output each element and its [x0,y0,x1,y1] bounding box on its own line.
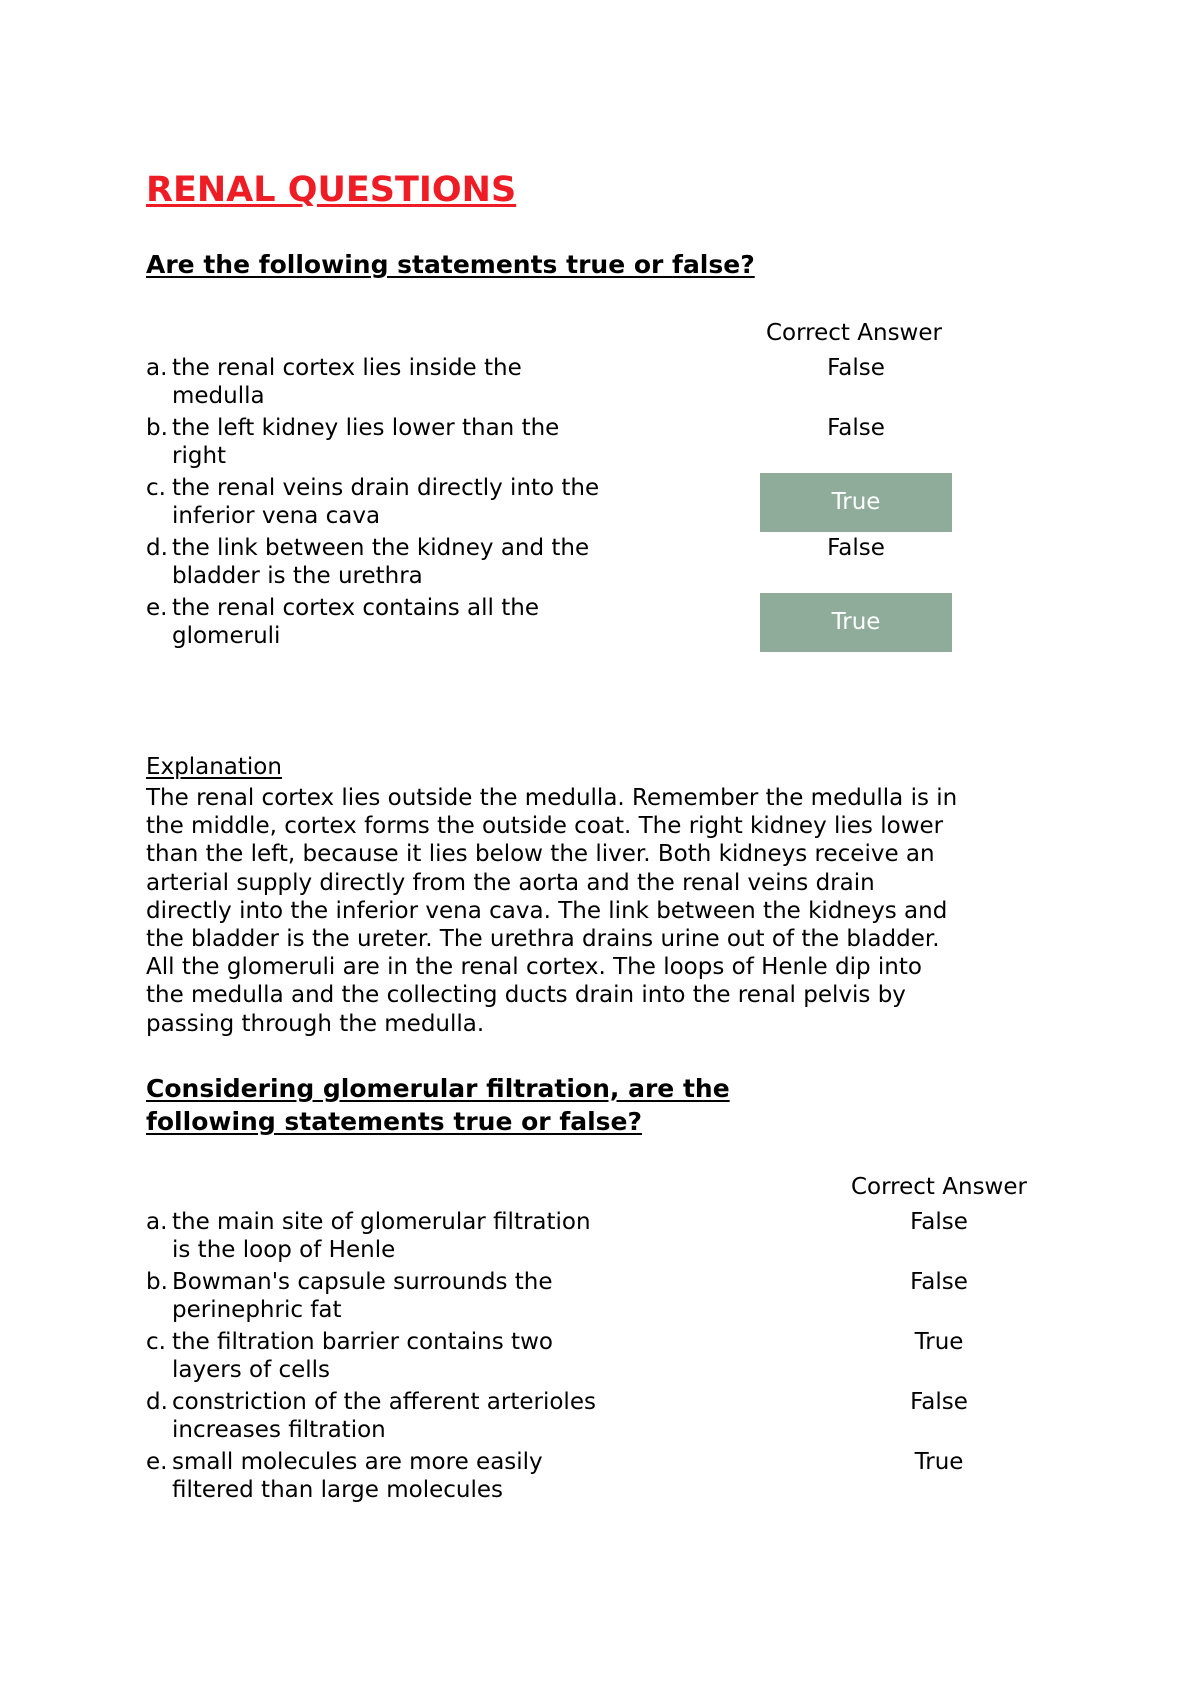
section1-question-e [146,594,1146,650]
question-letter: e. [146,1449,168,1475]
answer-value-highlighted: True [760,473,952,532]
question-text: small molecules are more easily filtered than large molecules [172,1449,543,1503]
section1-question-d [146,534,1146,590]
question-text: the renal veins drain directly into the inferior vena cava [172,475,600,529]
question-letter: c. [146,475,166,501]
section2-heading: Considering glomerular filtration, are the following statements true or false? [146,1074,730,1136]
section2-question-a [146,1208,1146,1264]
section1-question-c [146,474,1146,530]
question-letter: b. [146,415,168,441]
question-letter: d. [146,535,168,561]
answer-value: False [827,355,885,381]
answer-value: True [914,1329,964,1355]
question-text: the left kidney lies lower than the right [172,415,560,469]
section2-question-e [146,1448,1146,1504]
question-letter: a. [146,355,168,381]
question-letter: b. [146,1269,168,1295]
explanation-label: Explanation [146,754,282,780]
question-text: the filtration barrier contains two layers of cells [172,1329,553,1383]
answer-value: False [827,415,885,441]
answer-value: True [914,1449,964,1475]
question-text: the renal cortex lies inside the medulla [172,355,522,409]
section2-question-c [146,1328,1146,1384]
section2-question-b [146,1268,1146,1324]
answer-value: False [910,1269,968,1295]
section2-question-d [146,1388,1146,1444]
question-letter: a. [146,1209,168,1235]
section1-answer-header: Correct Answer [766,320,942,346]
question-text: Bowman's capsule surrounds the perinephric fat [172,1269,553,1323]
question-text: the main site of glomerular filtration is the loop of Henle [172,1209,591,1263]
answer-value: False [910,1389,968,1415]
question-letter: d. [146,1389,168,1415]
question-text: the renal cortex contains all the glomeruli [172,595,539,649]
question-text: the link between the kidney and the bladder is the urethra [172,535,590,589]
answer-value: False [827,535,885,561]
question-letter: c. [146,1329,166,1355]
answer-value: False [910,1209,968,1235]
explanation-text: The renal cortex lies outside the medulla. Remember the medulla is in the middle, cortex forms the outside coat. The right kidney lies lower than the left, because it lies below the liver. Both kidneys receive an arterial supply directly from the aorta and the renal veins drain directly into the inferior vena cava. The link between the kidneys and the bladder is the ureter. The urethra drains urine out of the bladder. All the glomeruli are in the renal cortex. The loops of Henle dip into the medulla and the collecting ducts drain into the renal pelvis by passing through the medulla. [146,785,958,1037]
answer-value-highlighted: True [760,593,952,652]
section2-answer-header: Correct Answer [851,1174,1027,1200]
section1-question-a [146,354,1146,410]
section1-question-b [146,414,1146,470]
question-text: constriction of the afferent arterioles increases filtration [172,1389,596,1443]
question-letter: e. [146,595,168,621]
page-title: RENAL QUESTIONS [146,170,517,210]
section1-heading: Are the following statements true or false? [146,250,755,279]
